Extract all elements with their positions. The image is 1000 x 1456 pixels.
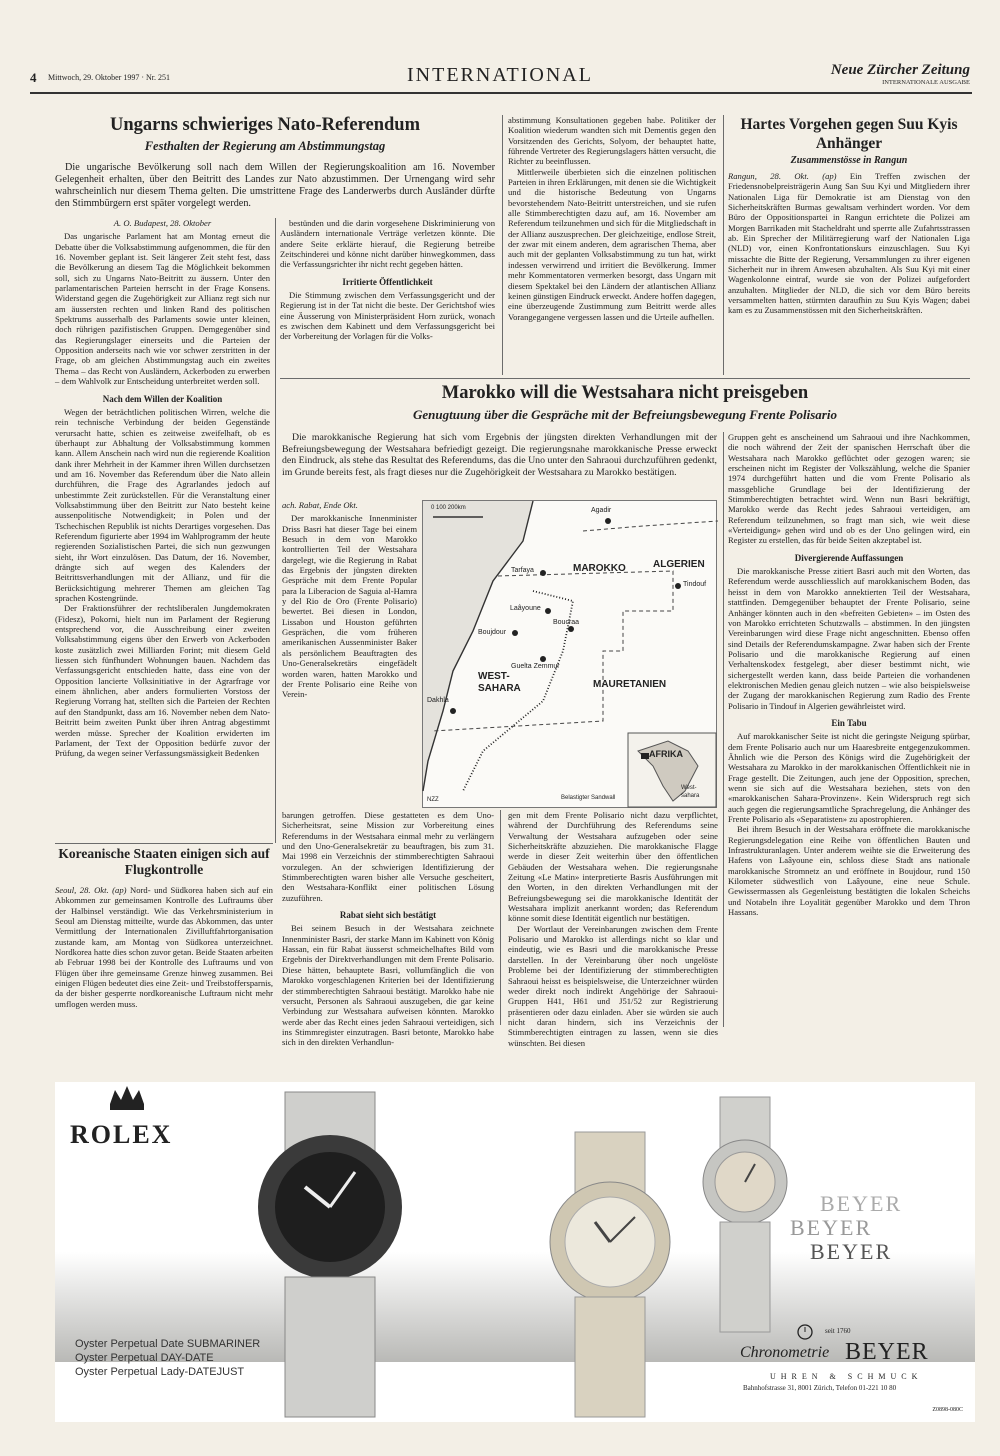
column-rule [502,115,503,375]
column-rule [723,432,724,1027]
label-afrika: AFRIKA [649,749,683,759]
marokko-subhead-divergierend: Divergierende Auffassungen [794,552,904,563]
city-guelta [540,656,546,662]
model-datejust: Oyster Perpetual Lady-DATEJUST [75,1366,245,1378]
ungarn-dateline: A. O. Budapest, 28. Oktober [113,218,212,228]
map-border-algerien [583,521,718,531]
label-guelta: Guelta Zemmur [511,663,560,670]
label-dakhla: Dakhla [427,697,449,704]
column-rule [500,810,501,1025]
korea-dateline: Seoul, 28. Okt. (ap) [55,885,127,895]
korea-title: Koreanische Staaten einigen sich auf Flugkontrolle [58,846,270,877]
suukyi-paragraph: Rangun, 28. Okt. (ap) Ein Treffen zwischen der Friedensnobelpreisträgerin Aung San Suu Kyi und Mitgliedern ihrer Nationalen Liga für Demokratie ist am Dienstag von den Sicherheitskräften Burmas gewaltsam verhindert worden. Vor dem Büro der Oppositionspartei in Rangun errichtete die Polizei am Morgen Barrikaden mit Stacheldraht und sperrte alle Zufahrtsstrassen ab. Ein Sprecher der Militärregierung warf der Nationalen Liga (NLD) vor, einen Konfrontationskurs einzuschlagen. Suu Kyi missachte die Bitte der Regierung, Versammlungen zu ihrer eigenen Sicherheit nur in ihrem Anwesen abzuhalten. Als Suu Kyi mit einer Wagenkolonne eintraf, wurde sie von der Polizei aufgefordert anzuhalten. Mitglieder der NLD, die sich vor dem Büro bereits versammelten hatten, stürmten daraufhin zu Suu Kyis Wagen; dabei kam es zu Zusammenstössen mit den Sicherheitskräften. [728,171,970,316]
westsahara-map [422,500,717,808]
suukyi-body [728,171,970,371]
column-rule [723,115,724,375]
suukyi-title: Hartes Vorgehen gegen Suu Kyis Anhänger [740,116,958,152]
section-title: INTERNATIONAL [407,64,593,86]
label-marokko: MAROKKO [573,563,626,574]
beyer-tagline: UHREN & SCHMUCK [770,1372,923,1381]
ungarn-col2: bestünden und die darin vorgesehene Diskriminierung von Ausländern internationale Verträge verletzen könnte. Die andere Seite erklärte hierauf, die Regierung betreibe Zeitschinderei und könne nicht darüber hinwegkommen, dass die Verfassungsrichter ihr nicht recht gegeben hätten. Irritierte Öffentlichkeit Die Stimmung zwischen dem Verfassungsgericht und der Regierung ist in der Tat nicht die beste. Der Gerichtshof wies eine Äusserung von Ministerpräsident Horn zurück, wonach es zwischen dem Kabinett und dem Verfassungsgericht bei der Vorbereitung der Vorlagen für die Volks- [280,218,495,342]
beyer-logo: BEYER [845,1339,929,1365]
rolex-models [75,1337,260,1379]
city-boucraa [568,626,574,632]
city-tarfaya [540,570,546,576]
label-tarfaya: Tarfaya [511,567,534,574]
city-boujdour [512,630,518,636]
korea-paragraph: Seoul, 28. Okt. (ap) Nord- und Südkorea haben sich auf ein Abkommen zur gemeinsamen Kontrolle des Luftraums über der Halbinsel verständigt. Wie das Verkehrsministerium in Seoul am Dienstag mitteilte, wurde das Abkommen, das unter Vermittlung der Internationalen Zivilluftfahrtorganisation zustande kam, am Montag von Südkorea unterzeichnet. Nordkorea hatte dies schon zuvor getan. Beide Staaten arbeiten ab Februar 1998 bei der Kontrolle des Luftraums und von Flügen über ihre gemeinsame Grenze hinweg zusammen. Bei einigen Flügen bedeutet dies eine Zeit- und Treibstoffersparnis, da der bisher gesperrte nordkoreanische Luftraum nicht mehr umflogen werden muss. [55,885,273,1009]
beyer-chronometrie: Chronometrie [740,1344,830,1361]
beyer-repeat [790,1192,902,1264]
marokko-col3: Gruppen geht es anscheinend um Sahraoui und ihre Nachkommen, die noch während der Zeit der spanischen Herrschaft über die Westsahara nach Marokko geflüchtet oder gezogen waren; sie erscheinen nicht im Register der Volkszählung, welche die Spanier 1974 durchgeführt hatten und die vom Frente Polisario als massgebliche Grundlage bei der Identifizierung der Stimmberechtigten betrachtet wird. Wenn nun Basri bekräftigt, Marokko werde das Recht jedes Sahraoui verteidigen, am Referendum teilzunehmen, so fragt man sich, wie weit diese «Verteidigung» gehen wird und ob es der Uno gelingen wird, ein Register zu erstellen, das für beide Seiten akzeptabel ist. Divergierende Auffassungen Die marokkanische Presse zitiert Basri auch mit den Worten, das Referendum werde ausschliesslich auf marokkanischem Boden, das heisst in dem von Marokko annektierten Teil der Westsahara, stattfinden. Demgegenüber behauptet der Frente Polisario, seine Anhänger könnten auch in den «befreiten Gebieten» – im Osten des von Marokko errichteten Schutzwalls – abstimmen. In den jüngsten Vereinbarungen wird diese Frage nicht angeschnitten. Ebenso offen sind Details der Referendumskampagne. Zwar haben sich der Frente Polisario und die marokkanische Regierung auf einen Verhaltenskodex festgelegt, aber dieser bestimmt nicht, wie sichergestellt werden kann, dass beide Parteien die vorhandenen elektronischen Medien genau gleich nutzen – wie also beispielsweise der Zugang der marokkanischen Regierung zum Radio des Frente Polisario in Tindouf in Algerien gewährleistet wird. Ein Tabu Auf marokkanischer Seite ist nicht die geringste Neigung spürbar, dem Frente Polisario auch nur um Haaresbreite entgegenzukommen. Ähnlich wie die Person des Königs wird die Zugehörigkeit der Westsahara zu Marokko in der marokkanischen Öffentlichkeit nie in Frage gestellt. Die Zeitungen, auch jene der Opposition, sprechen, wenn sie sich auf die Westsahara beziehen, stets von den «marokkanischen Sahara-Provinzen». Kein Widerspruch regt sich auch gegen die regierungsamtliche Sprachregelung, die Anhänger des Frente Polisario als «Separatisten» zu apostrophieren. Bei ihrem Besuch in der Westsahara eröffnete die marokkanische Regierungsdelegation eine Reihe von öffentlichen Bauten und Infrastrukturanlagen. Unter anderem weihte sie die Erweiterung des Hafens von Laâyoune ein, schloss diese Stadt ans nationale marokkanische Stromnetz an und eröffnete in Boujdour, rund 150 Kilometer südwestlich von Laâyoune, eine neue Schule. Gewissermassen als Gegenleistung bestätigten die lokalen Scheichs und Notabeln ihre Loyalität gegenüber Marokko und dem Thron Hassans. [728,432,970,918]
beyer-seit: seit 1760 [825,1327,851,1335]
submariner-band-bottom [285,1277,375,1417]
rolex-crown-base [110,1104,144,1110]
marokko-subhead-rabat: Rabat sieht sich bestätigt [339,910,437,921]
model-submariner: Oyster Perpetual Date SUBMARINER [75,1338,261,1350]
ad-code: Z0898-080C [932,1407,963,1413]
label-westsahara-inset1: West- [681,785,697,791]
label-mauretanien: MAURETANIEN [593,679,667,690]
map-svg [423,501,718,809]
marokko-col1a: ach. Rabat, Ende Okt. Der marokkanische Innenminister Driss Basri hat dieser Tage bei einem Besuch in dem von Marokko kontrollierten Teil der Westsahara dargelegt, wie die Regierung in Rabat das Ergebnis der jüngsten direkten Gespräche mit dem Frente Popular para la Liberacion de Saguia al-Hamra y del Rio de Oro (Frente Polisario) bewertet. Bei diesen in London, Lissabon und Houston geführten Gesprächen, die vom früheren amerikanischen Aussenminister Baker als persönlichem Beauftragten des Uno-Generalsekretärs eingefädelt worden waren, hatten Marokko und der Frente Polisario eine Reihe von Verein- [282,500,417,700]
inset-westsahara-marker [641,753,649,759]
marokko-col2: gen mit dem Frente Polisario nicht dazu verpflichtet, während der Durchführung des Referendums seine Verwaltung der Westsahara aufzugeben oder seine Sicherheitskräfte abzuziehen. Die marokkanische Flagge werde in dieser Zeit weiterhin über den öffentlichen Gebäuden der Westsahara wehen. Die regierungsnahe Zeitung «Le Matin» interpretierte Basris Ausführungen mit den Worten, in den direkten Verhandlungen mit der Befreiungsbewegung sei die marokkanische Identität der Westsahara implizit anerkannt worden; das Referendum könne somit diese Identität eigentlich nur bestätigen. Der Wortlaut der Vereinbarungen zwischen dem Frente Polisario und Marokko ist allerdings nicht so klar und eindeutig, wie es Basri und die marokkanische Presse darstellen. In der Vereinbarung über noch ungelöste Probleme bei der Identifizierung der stimmberechtigten Sahraoui heisst es beispielsweise, die Unterzeichner würden weder direkt noch indirekt Angehörige der Sahraoui-Gruppen H41, H61 und J51/52 zur Registrierung präsentieren oder dazu einladen. Aber sie würden sie auch nicht daran hindern, sich ins Verzeichnis der Stimmberechtigten eintragen zu lassen, wenn sie dies wünschten. Bei diesen [508,810,718,1048]
date-issue: Mittwoch, 29. Oktober 1997 · Nr. 251 [48,73,170,82]
label-credit: NZZ [427,797,439,803]
section-rule [55,843,273,844]
header-rule [30,92,972,94]
paper-name: Neue Zürcher Zeitung [830,62,970,78]
label-agadir: Agadir [591,507,612,514]
marokko-lead: Die marokkanische Regierung hat sich vom Ergebnis der jüngsten direkten Verhandlungen mit der Befreiungsbewegung der Westsahara befriedigt gezeigt. Die regierungsnahe marokkanische Presse erweckt den Eindruck, als stehe das Resultat des Referendums, das die Uno unter den Sahraoui durchzuführen gedenkt, im Grunde bereits fest, als fragt dieses nur die Zugehörigkeit der Westsahara zu Marokko bestätigen. [282,432,717,478]
map-scale-label: 0 100 200km [431,505,466,511]
marokko-col1b: barungen getroffen. Diese gestatteten es dem Uno-Sicherheitsrat, seine Mission zur Vorbereitung eines Referendums in der Westsahara einmal mehr zu verlängern und den Uno-Generalsekretär zu beauftragen, bis zum 31. Mai 1998 ein Verzeichnis der stimmberechtigten Sahraoui vorzulegen. An der schwierigen Identifizierung der Stimmberechtigten waren bisher alle Versuche gescheitert, den Westsahara-Konflikt einer politischen Lösung zuzuführen. Rabat sieht sich bestätigt Bei seinem Besuch in der Westsahara zeichnete Innenminister Basri, der starke Mann im Kabinett von König Hassan, ein für Rabat äusserst schmeichelhaftes Bild vom Ergebnis der Direktverhandlungen mit dem Frente Polisario. Diese hätten, behauptete Basri, vollumfänglich die von Marokko vorgeschlagenen Kriterien bei der Identifizierung der stimmberechtigten Sahraoui bestätigt. Marokko habe nie versucht, Personen als Sahraoui auszugeben, die gar keine Verbindung zur Westsahara aufweisen könnten. Marokko werde aber das Recht eines jeden Sahraoui verteidigen, sich ins Stimmregister einzutragen. Basri betonte, Marokko habe sich in den direkten Verhandlun- [282,810,494,1048]
city-agadir [605,518,611,524]
label-boujdour: Boujdour [478,629,507,636]
city-laayoune [545,608,551,614]
label-west: WEST- [478,671,510,682]
ungarn-col1: A. O. Budapest, 28. Oktober Das ungarische Parlament hat am Montag erneut die Debatte über die Volksabstimmung aufgenommen, die für den 16. November geplant ist. Seit längerer Zeit steht fest, dass die Bevölkerung an diesem Tag die Möglichkeit bekommen soll, sich zu Ungarns Nato-Beitritt zu äussern. Unter den parlamentarischen Parteien herrscht in der Frage Konsens. Widerstand gegen die Zugehörigkeit zur Allianz regt sich nur am äussersten rechten und linken Rand des politischen Spektrums ausserhalb des Parlaments sowie unter kleinen, doch rührigen pazifistischen Gruppen. Demgegenüber sind das Regierungslager einerseits und die Parteien der Opposition anderseits nach wie vor schwer zerstritten in der Frage, ob am gleichen Abstimmungstag auch ein zweites Thema – das Recht von Ausländern, Ackerboden zu erwerben – dem Wahlvolk zur Entscheidung unterbreitet werden soll. Nach dem Willen der Koalition Wegen der beträchtlichen politischen Wirren, welche die rein technische Verbindung der beiden Gegenstände verursacht hatte, schien es zeitweise zweifelhaft, ob es überhaupt zur Abhaltung der Volksabstimmung kommen kann. Allem Anschein nach wird nun die regierende Koalition dank ihrer Mehrheit in der Kammer ihren Willen durchsetzen und am 16. November das Referendum über die Nato allein durchführen, die Frage des Agrarlandes jedoch auf unbestimmte Zeit zurückstellen. Für die Veranstaltung einer Volksabstimmung über den Beitritt zur Nato besteht keine aussenpolitische Notwendigkeit; in Polen und der Tschechischen Republik ist nichts Derartiges vorgesehen. Das Referendum figurierte aber 1994 im Wahlprogramm der heute regierenden Sozialistischen Partei, die sich nun gezwungen sieht, ihr Wort einzulösen. Das Datum, der 16. November, drängte sich auf wegen des Kalenders der Beitrittsverhandlungen mit der Allianz, und für die Berücksichtigung mehrerer Themen am gleichen Tag sprachen Kostengründe. Der Fraktionsführer der rechtsliberalen Jungdemokraten (Fidesz), Pokorni, hielt nun im Parlament der Regierung entsprechend vor, die Ausschreibung einer zweiten Volksabstimmung eigens über den Erwerb von Ackerboden koste zusätzlich zwei Milliarden Forint; mit diesem Geld liessen sich fünfhundert Wohnungen bauen. Nachdem das Verfassungsgericht entschieden hatte, dass eine von der Opposition lancierte Volksinitiative in der Agrarfrage vor einem ähnlichen, aber anders formulierten Vorstoss der Regierung Vorrang hat, stellten sich die Parteien der Rechten auf den Standpunkt, dass am 16. November neben dem Nato-Beitritt beim zweiten Punkt über ihren Antrag abgestimmt werden müsse. Sprecher der Koalition erwiderten im Parlament, der Text der Opposition bedürfe zuvor der Prüfung, da wegen seiner Verfassungsmässigkeit Bedenken [55,218,270,759]
marokko-dateline: ach. Rabat, Ende Okt. [282,500,358,510]
model-daydate: Oyster Perpetual DAY-DATE [75,1352,214,1364]
label-laayoune: Laâyoune [510,605,541,612]
ungarn-col-rule [275,218,276,843]
city-tindouf [675,583,681,589]
label-westsahara-inset2: sahara [681,793,700,799]
ungarn-subhead-oeffentlichkeit: Irritierte Öffentlichkeit [342,276,433,287]
ungarn-subtitle: Festhalten der Regierung am Abstimmungstag [144,139,386,153]
ungarn-title: Ungarns schwieriges Nato-Referendum [109,115,420,135]
rolex-crown-icon [110,1086,144,1104]
label-sahara: SAHARA [478,683,521,694]
marokko-subtitle: Genugtuung über die Gespräche mit der Befreiungsbewegung Frente Polisario [413,407,837,422]
page-header [30,62,970,90]
section-rule [280,378,970,379]
page-number: 4 [30,70,37,85]
label-algerien: ALGERIEN [653,559,705,570]
city-dakhla [450,708,456,714]
marokko-title: Marokko will die Westsahara nicht preisgeben [441,383,809,403]
ungarn-lead: Die ungarische Bevölkerung soll nach dem Willen der Regierungskoalition am 16. November Gelegenheit erhalten, über den Beitritt des Landes zur Nato abzustimmen. Der Urnengang wird sehr wahrscheinlich nur diesem Thema gelten. Die umstrittene Frage des Landerwerbs durch Ausländer dürfte den Stimmbürgern erst später vorgelegt werden. [55,162,495,209]
edition-label: INTERNATIONALE AUSGABE [882,79,970,86]
ungarn-col3: abstimmung Konsultationen gegeben habe. Politiker der Koalition wiederum wandten sich mit Dementis gegen den Vorsitzenden des Gerichts, Solyom, der behauptet hatte, führende Vertreter des Regierungslagers hätten versucht, die Richter zu beeinflussen. Mittlerweile überbieten sich die einzelnen politischen Parteien in ihren Erklärungen, mit denen sie die Wichtigkeit und die historische Bedeutung von Ungarns bevorstehendem Nato-Beitritt unterstreichen, und sie rufen alle Stimmberechtigten dazu auf, am 16. November am Referendum teilzunehmen und sich für die Mitgliedschaft in der Allianz auszusprechen. Der gleichzeitige, endlose Streit, der zwar mit einem anderen, dem agrarischen Thema, aber auch mit der geplanten Volksabstimmung zu tun hat, wirkt indessen verwirrend und irritiert die Bevölkerung. Immer mehr Kommentatoren vermerken besorgt, dass Ungarn mit diesem Spektakel bei den Ländern der atlantischen Allianz keinen günstigen Eindruck erweckt. Andere hoffen dagegen, eine überzeugende Zustimmung zum Beitritt werde alles Vorangegangene vergessen lassen und die Urteile aufhellen. [508,115,716,322]
label-boucraa: Boucraa [553,619,580,626]
rolex-ad [55,1082,975,1422]
daydate-band-bottom [575,1297,645,1417]
suukyi-subtitle: Zusammenstösse in Rangun [790,155,908,166]
label-legend: Belastigter Sandwall [561,795,616,801]
beyer-repeat-2: BEYER [790,1215,873,1240]
beyer-repeat-3: BEYER [810,1239,893,1264]
datejust-band-bottom [720,1222,770,1332]
ungarn-subhead-koalition: Nach dem Willen der Koalition [102,393,223,404]
map-sea [423,501,533,791]
korea-body [55,885,273,1010]
rolex-wordmark: ROLEX [70,1120,173,1149]
beyer-address: Bahnhofstrasse 31, 8001 Zürich, Telefon 01-221 10 80 [743,1384,897,1392]
beyer-repeat-1: BEYER [820,1191,903,1216]
marokko-subhead-tabu: Ein Tabu [831,717,867,728]
label-tindouf: Tindouf [683,581,707,588]
suukyi-dateline: Rangun, 28. Okt. (ap) [728,171,837,181]
